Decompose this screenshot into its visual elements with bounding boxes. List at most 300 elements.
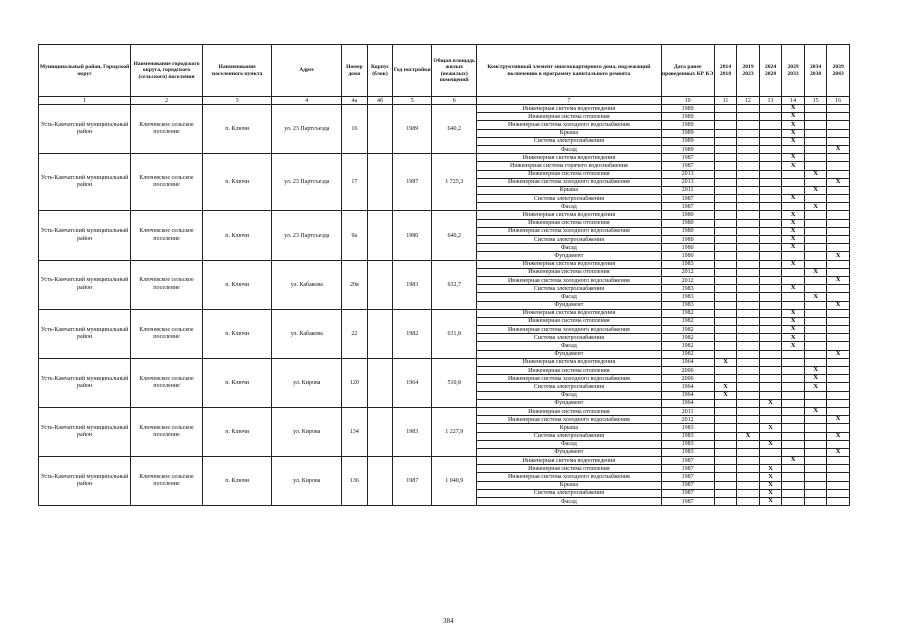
period-mark-cell — [782, 424, 805, 432]
period-mark-cell — [804, 334, 827, 342]
period-mark-cell: X — [804, 203, 827, 211]
kr-date-cell: 1987 — [661, 162, 714, 170]
period-mark-cell: X — [827, 301, 850, 309]
period-mark-cell — [714, 219, 737, 227]
period-mark-cell — [804, 342, 827, 350]
period-mark-cell — [782, 465, 805, 473]
period-mark-cell — [827, 498, 850, 506]
period-mark-cell: X — [782, 326, 805, 334]
period-mark-cell — [782, 145, 805, 153]
structural-element-cell: Инженерная система холодного водоснабжения — [477, 121, 661, 129]
period-mark-cell — [737, 383, 760, 391]
kr-date-cell: 1982 — [661, 309, 714, 317]
table-row — [39, 154, 850, 162]
period-mark-cell — [714, 293, 737, 301]
year-built-cell: 1989 — [393, 105, 432, 154]
period-mark-cell — [737, 268, 760, 276]
period-mark-cell — [827, 473, 850, 481]
period-mark-cell — [827, 186, 850, 194]
period-mark-cell: X — [782, 113, 805, 121]
structural-element-cell: Система электроснабжения — [477, 383, 661, 391]
municipal-district-cell: Усть-Камчатский муниципальный район — [39, 309, 131, 358]
period-mark-cell — [759, 252, 782, 260]
period-mark-cell — [827, 219, 850, 227]
locality-cell: п. Ключи — [202, 407, 272, 456]
period-mark-cell — [782, 391, 805, 399]
structural-element-cell: Инженерная система отопления — [477, 170, 661, 178]
period-mark-cell — [714, 407, 737, 415]
period-mark-cell — [827, 244, 850, 252]
period-mark-cell — [737, 129, 760, 137]
period-mark-cell: X — [782, 227, 805, 235]
settlement-cell: Ключевское сельское поселение — [131, 211, 203, 260]
period-mark-cell — [737, 178, 760, 186]
kr-date-cell: 2012 — [661, 416, 714, 424]
table-row — [39, 457, 850, 465]
period-mark-cell — [737, 105, 760, 113]
period-mark-cell — [759, 367, 782, 375]
period-mark-cell — [737, 407, 760, 415]
area-cell: 640,2 — [432, 105, 477, 154]
structural-element-cell: Инженерная система горячего водоснабжения — [477, 162, 661, 170]
structural-element-cell: Инженерная система отопления — [477, 367, 661, 375]
period-mark-cell — [714, 432, 737, 440]
period-mark-cell — [759, 350, 782, 358]
period-mark-cell — [827, 227, 850, 235]
period-mark-cell — [782, 440, 805, 448]
period-mark-cell — [804, 309, 827, 317]
table-row — [39, 105, 850, 113]
period-mark-cell — [737, 399, 760, 407]
period-mark-cell — [827, 317, 850, 325]
period-mark-cell: X — [804, 268, 827, 276]
kr-date-cell: 1983 — [661, 293, 714, 301]
house-number-cell: 17 — [342, 154, 368, 211]
period-mark-cell — [714, 145, 737, 153]
period-mark-cell — [714, 342, 737, 350]
period-mark-cell — [737, 416, 760, 424]
period-mark-cell — [827, 424, 850, 432]
period-mark-cell — [804, 489, 827, 497]
kr-date-cell: 1980 — [661, 244, 714, 252]
header-period: 2034 2038 — [804, 45, 827, 97]
period-mark-cell — [737, 391, 760, 399]
structural-element-cell: Система электроснабжения — [477, 137, 661, 145]
period-mark-cell — [759, 457, 782, 465]
period-mark-cell — [804, 227, 827, 235]
period-mark-cell — [759, 227, 782, 235]
address-cell: ул. Кирова — [272, 358, 342, 407]
period-mark-cell — [714, 489, 737, 497]
column-number: 7 — [477, 97, 661, 105]
period-mark-cell — [714, 285, 737, 293]
header-house-number: Номер дома — [342, 45, 368, 97]
column-number: 11 — [714, 97, 737, 105]
period-mark-cell — [759, 113, 782, 121]
period-mark-cell — [737, 309, 760, 317]
period-mark-cell — [827, 358, 850, 366]
period-mark-cell: X — [804, 170, 827, 178]
period-mark-cell — [804, 162, 827, 170]
period-mark-cell — [737, 252, 760, 260]
structural-element-cell: Фундамент — [477, 350, 661, 358]
period-mark-cell — [714, 252, 737, 260]
period-mark-cell — [714, 440, 737, 448]
settlement-cell: Ключевское сельское поселение — [131, 457, 203, 506]
period-mark-cell: X — [782, 105, 805, 113]
structural-element-cell: Фасад — [477, 498, 661, 506]
structural-element-cell: Крыша — [477, 129, 661, 137]
kr-date-cell: 1987 — [661, 481, 714, 489]
period-mark-cell — [804, 252, 827, 260]
kr-date-cell: 1982 — [661, 350, 714, 358]
period-mark-cell — [782, 203, 805, 211]
structural-element-cell: Инженерная система холодного водоснабжения — [477, 473, 661, 481]
period-mark-cell: X — [782, 285, 805, 293]
period-mark-cell — [827, 309, 850, 317]
period-mark-cell — [714, 350, 737, 358]
period-mark-cell — [737, 367, 760, 375]
period-mark-cell — [737, 137, 760, 145]
year-built-cell: 1983 — [393, 260, 432, 309]
period-mark-cell: X — [782, 457, 805, 465]
period-mark-cell: X — [804, 383, 827, 391]
header-period: 2019 2023 — [737, 45, 760, 97]
period-mark-cell — [759, 309, 782, 317]
header-locality: Наименование населенного пункта — [202, 45, 272, 97]
period-mark-cell — [804, 211, 827, 219]
period-mark-cell: X — [759, 473, 782, 481]
period-mark-cell — [804, 219, 827, 227]
column-number: 4а — [342, 97, 368, 105]
structural-element-cell: Фундамент — [477, 252, 661, 260]
period-mark-cell — [737, 260, 760, 268]
structural-element-cell: Инженерная система отопления — [477, 113, 661, 121]
period-mark-cell — [714, 178, 737, 186]
kr-date-cell: 1987 — [661, 489, 714, 497]
period-mark-cell — [759, 268, 782, 276]
kr-date-cell: 1989 — [661, 137, 714, 145]
period-mark-cell — [759, 448, 782, 456]
period-mark-cell — [827, 375, 850, 383]
period-mark-cell — [827, 440, 850, 448]
kr-date-cell: 1987 — [661, 203, 714, 211]
structural-element-cell: Инженерная система холодного водоснабжения — [477, 416, 661, 424]
period-mark-cell — [804, 301, 827, 309]
area-cell: 1 725,3 — [432, 154, 477, 211]
header-address: Адрес — [272, 45, 342, 97]
kr-date-cell: 1983 — [661, 440, 714, 448]
period-mark-cell — [827, 407, 850, 415]
block-cell — [367, 105, 393, 154]
settlement-cell: Ключевское сельское поселение — [131, 358, 203, 407]
address-cell: ул. Кабакова — [272, 260, 342, 309]
block-cell — [367, 211, 393, 260]
period-mark-cell — [827, 260, 850, 268]
kr-date-cell: 1964 — [661, 399, 714, 407]
period-mark-cell — [782, 301, 805, 309]
period-mark-cell — [827, 391, 850, 399]
period-mark-cell — [804, 473, 827, 481]
column-number: 4б — [367, 97, 393, 105]
period-mark-cell — [737, 244, 760, 252]
kr-date-cell: 1989 — [661, 145, 714, 153]
municipal-district-cell: Усть-Камчатский муниципальный район — [39, 358, 131, 407]
period-mark-cell — [759, 334, 782, 342]
period-mark-cell — [759, 301, 782, 309]
column-number: 5 — [393, 97, 432, 105]
house-number-cell: 9а — [342, 211, 368, 260]
period-mark-cell: X — [827, 448, 850, 456]
locality-cell: п. Ключи — [202, 457, 272, 506]
period-mark-cell — [804, 195, 827, 203]
period-mark-cell — [759, 154, 782, 162]
area-cell: 1 040,9 — [432, 457, 477, 506]
period-mark-cell — [714, 317, 737, 325]
settlement-cell: Ключевское сельское поселение — [131, 407, 203, 456]
period-mark-cell — [759, 276, 782, 284]
kr-date-cell: 1982 — [661, 317, 714, 325]
period-mark-cell — [759, 391, 782, 399]
settlement-cell: Ключевское сельское поселение — [131, 154, 203, 211]
period-mark-cell — [804, 105, 827, 113]
structural-element-cell: Крыша — [477, 186, 661, 194]
period-mark-cell — [714, 162, 737, 170]
settlement-cell: Ключевское сельское поселение — [131, 309, 203, 358]
period-mark-cell — [759, 145, 782, 153]
kr-date-cell: 1964 — [661, 358, 714, 366]
block-cell — [367, 457, 393, 506]
period-mark-cell — [782, 276, 805, 284]
period-mark-cell — [759, 121, 782, 129]
period-mark-cell — [737, 219, 760, 227]
period-mark-cell — [737, 301, 760, 309]
period-mark-cell — [714, 186, 737, 194]
period-mark-cell — [827, 113, 850, 121]
house-number-cell: 120 — [342, 358, 368, 407]
header-kr-date: Дата ранее проведенных КР КЭ — [661, 45, 714, 97]
period-mark-cell: X — [714, 358, 737, 366]
period-mark-cell — [782, 383, 805, 391]
period-mark-cell — [827, 285, 850, 293]
column-number: 1 — [39, 97, 131, 105]
period-mark-cell — [714, 195, 737, 203]
period-mark-cell — [737, 317, 760, 325]
period-mark-cell — [804, 113, 827, 121]
period-mark-cell — [782, 367, 805, 375]
period-mark-cell — [737, 154, 760, 162]
period-mark-cell — [827, 203, 850, 211]
period-mark-cell — [804, 358, 827, 366]
header-settlement: Наименование городского округа, городского (сельского) поселения — [131, 45, 203, 97]
period-mark-cell: X — [759, 424, 782, 432]
period-mark-cell — [714, 326, 737, 334]
kr-date-cell: 1983 — [661, 432, 714, 440]
period-mark-cell — [804, 236, 827, 244]
period-mark-cell — [714, 211, 737, 219]
period-mark-cell — [827, 129, 850, 137]
period-mark-cell: X — [782, 236, 805, 244]
period-mark-cell — [714, 236, 737, 244]
address-cell: ул. Кабакова — [272, 309, 342, 358]
locality-cell: п. Ключи — [202, 154, 272, 211]
column-number: 10 — [661, 97, 714, 105]
period-mark-cell — [714, 227, 737, 235]
structural-element-cell: Инженерная система водоотведения — [477, 358, 661, 366]
structural-element-cell: Инженерная система холодного водоснабжения — [477, 178, 661, 186]
period-mark-cell — [782, 498, 805, 506]
period-mark-cell — [714, 301, 737, 309]
period-mark-cell — [759, 285, 782, 293]
block-cell — [367, 154, 393, 211]
structural-element-cell: Инженерная система водоотведения — [477, 154, 661, 162]
period-mark-cell: X — [782, 244, 805, 252]
kr-date-cell: 1983 — [661, 424, 714, 432]
period-mark-cell: X — [827, 276, 850, 284]
period-mark-cell: X — [782, 195, 805, 203]
period-mark-cell — [804, 391, 827, 399]
period-mark-cell — [737, 489, 760, 497]
period-mark-cell: X — [782, 317, 805, 325]
period-mark-cell — [759, 236, 782, 244]
kr-date-cell: 1987 — [661, 154, 714, 162]
period-mark-cell — [714, 457, 737, 465]
column-number: 14 — [782, 97, 805, 105]
structural-element-cell: Инженерная система холодного водоснабжения — [477, 375, 661, 383]
period-mark-cell: X — [782, 129, 805, 137]
kr-date-cell: 1980 — [661, 252, 714, 260]
period-mark-cell: X — [804, 367, 827, 375]
structural-element-cell: Система электроснабжения — [477, 285, 661, 293]
municipal-district-cell: Усть-Камчатский муниципальный район — [39, 105, 131, 154]
year-built-cell: 1982 — [393, 309, 432, 358]
period-mark-cell — [804, 285, 827, 293]
kr-date-cell: 2013 — [661, 170, 714, 178]
period-mark-cell — [782, 252, 805, 260]
period-mark-cell — [714, 334, 737, 342]
kr-date-cell: 1983 — [661, 301, 714, 309]
kr-date-cell: 1989 — [661, 129, 714, 137]
period-mark-cell — [737, 203, 760, 211]
structural-element-cell: Инженерная система отопления — [477, 407, 661, 415]
house-number-cell: 20в — [342, 260, 368, 309]
municipal-district-cell: Усть-Камчатский муниципальный район — [39, 407, 131, 456]
period-mark-cell: X — [759, 440, 782, 448]
period-mark-cell — [759, 342, 782, 350]
locality-cell: п. Ключи — [202, 105, 272, 154]
header-period: 2014 2018 — [714, 45, 737, 97]
municipal-district-cell: Усть-Камчатский муниципальный район — [39, 211, 131, 260]
period-mark-cell — [782, 399, 805, 407]
period-mark-cell — [827, 137, 850, 145]
kr-date-cell: 1980 — [661, 236, 714, 244]
period-mark-cell — [759, 186, 782, 194]
period-mark-cell: X — [782, 334, 805, 342]
period-mark-cell — [804, 350, 827, 358]
period-mark-cell: X — [759, 481, 782, 489]
kr-date-cell: 2012 — [661, 268, 714, 276]
period-mark-cell — [782, 416, 805, 424]
settlement-cell: Ключевское сельское поселение — [131, 260, 203, 309]
period-mark-cell — [737, 162, 760, 170]
period-mark-cell — [782, 170, 805, 178]
kr-date-cell: 1987 — [661, 473, 714, 481]
period-mark-cell — [759, 195, 782, 203]
table-row — [39, 260, 850, 268]
period-mark-cell — [737, 342, 760, 350]
period-mark-cell: X — [782, 211, 805, 219]
period-mark-cell — [714, 113, 737, 121]
structural-element-cell: Крыша — [477, 481, 661, 489]
kr-date-cell: 1980 — [661, 219, 714, 227]
period-mark-cell — [737, 473, 760, 481]
period-mark-cell — [759, 317, 782, 325]
period-mark-cell — [804, 129, 827, 137]
structural-element-cell: Инженерная система водоотведения — [477, 211, 661, 219]
header-municipal: Муниципальный район, Городской округ — [39, 45, 131, 97]
period-mark-cell — [714, 424, 737, 432]
period-mark-cell — [714, 367, 737, 375]
structural-element-cell: Инженерная система водоотведения — [477, 105, 661, 113]
period-mark-cell — [782, 481, 805, 489]
period-mark-cell — [827, 367, 850, 375]
period-mark-cell — [759, 383, 782, 391]
kr-date-cell: 1987 — [661, 498, 714, 506]
period-mark-cell — [714, 268, 737, 276]
address-cell: ул. Кирова — [272, 407, 342, 456]
house-number-cell: 16 — [342, 105, 368, 154]
period-mark-cell: X — [782, 342, 805, 350]
municipal-district-cell: Усть-Камчатский муниципальный район — [39, 260, 131, 309]
period-mark-cell — [737, 498, 760, 506]
period-mark-cell — [804, 416, 827, 424]
period-mark-cell — [714, 137, 737, 145]
period-mark-cell: X — [782, 154, 805, 162]
period-mark-cell — [827, 162, 850, 170]
structural-element-cell: Крыша — [477, 424, 661, 432]
kr-date-cell: 1987 — [661, 465, 714, 473]
period-mark-cell — [782, 178, 805, 186]
structural-element-cell: Инженерная система отопления — [477, 317, 661, 325]
column-number: 2 — [131, 97, 203, 105]
structural-element-cell: Фасад — [477, 440, 661, 448]
column-number: 15 — [804, 97, 827, 105]
kr-date-cell: 1989 — [661, 121, 714, 129]
period-mark-cell — [782, 358, 805, 366]
period-mark-cell — [827, 383, 850, 391]
period-mark-cell — [782, 448, 805, 456]
structural-element-cell: Фундамент — [477, 399, 661, 407]
structural-element-cell: Система электроснабжения — [477, 236, 661, 244]
structural-element-cell: Инженерная система водоотведения — [477, 457, 661, 465]
kr-date-cell: 1987 — [661, 195, 714, 203]
kr-date-cell: 1982 — [661, 334, 714, 342]
period-mark-cell — [737, 211, 760, 219]
period-mark-cell — [737, 350, 760, 358]
period-mark-cell: X — [804, 407, 827, 415]
block-cell — [367, 407, 393, 456]
period-mark-cell — [714, 121, 737, 129]
structural-element-cell: Инженерная система водоотведения — [477, 309, 661, 317]
address-cell: ул. 23 Партсъезда — [272, 154, 342, 211]
block-cell — [367, 260, 393, 309]
period-mark-cell: X — [714, 391, 737, 399]
column-number: 3 — [202, 97, 272, 105]
kr-date-cell: 1980 — [661, 227, 714, 235]
structural-element-cell: Система электроснабжения — [477, 334, 661, 342]
period-mark-cell — [759, 244, 782, 252]
header-block: Корпус (блок) — [367, 45, 393, 97]
